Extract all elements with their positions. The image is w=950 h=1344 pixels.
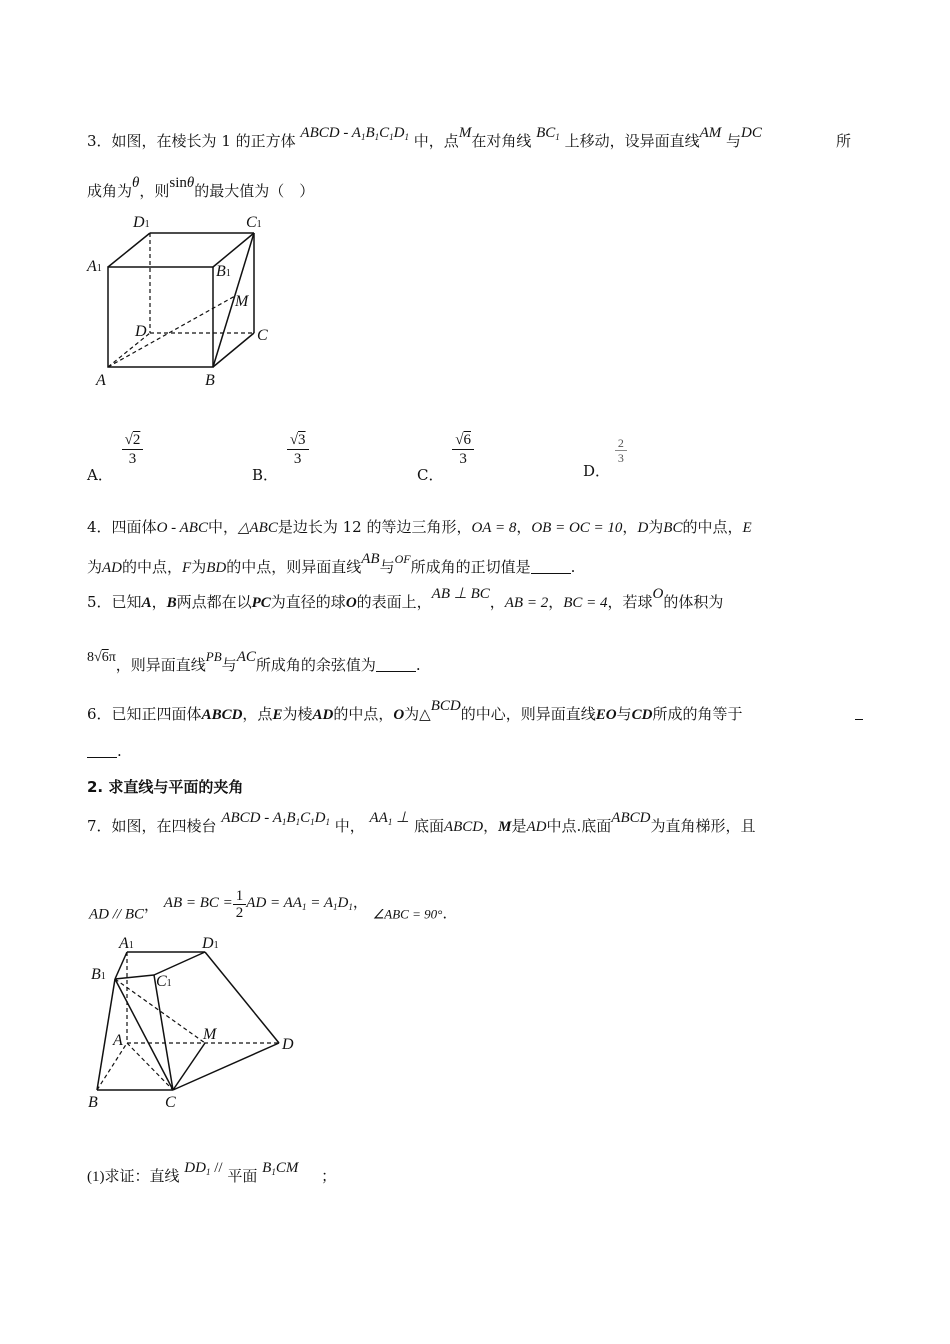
cube-figure [85,210,285,390]
q6-line2: . [87,741,122,761]
label-B: B [205,372,215,389]
label-B1: B1 [216,263,231,280]
q6-answer-blank-part1[interactable] [855,705,863,720]
label-D1: D1 [133,214,150,231]
q4-answer-blank[interactable] [531,559,571,574]
q6-line1: 6．已知正四面体ABCD，点E为棱AD的中点，O为△BCD的中心，则异面直线EO与CD所成的角等于 [87,698,743,723]
q7-part1: (1)求证：直线 $DD_1$ // 平面 $B_1CM$ ； [87,1160,337,1185]
q5-answer-blank[interactable] [376,657,416,672]
q3-line1: 3．如图，在棱长为 1 的正方体 ABCD - $A_1B_1C_1D_1$ 中，点M在对角线 $BC_1$ 上移动，设异面直线AM 与DC [87,125,762,150]
label-M: M [235,293,249,310]
label-D1: D1 [202,935,219,952]
label-A: A [96,372,106,389]
q4-line2: 为AD的中点，F为BD的中点，则异面直线AB与$^{OF}$所成角的正切值是 . [87,551,576,576]
label-A1: A1 [87,258,102,275]
q5-line2: 8√6π，则异面直线PB与AC所成角的余弦值为 . [87,649,421,674]
label-B1: B1 [91,966,106,983]
cube-name: ABCD - $A_1B_1C_1D_1$ [300,125,410,142]
q3-line2: 成角为θ，则sinθ的最大值为（ ） [87,175,315,200]
label-A: A [113,1032,123,1049]
label-M: M [203,1026,217,1043]
section-heading: 2. 求直线与平面的夹角 [87,778,244,796]
q7-line2: AD // BC， AB = BC = $\frac{1}{2}$ AD = $AA_1 = A_1D_1$， ∠ABC = 90°. [89,888,448,923]
label-D: D [135,323,147,340]
option-c[interactable]: C． $\frac{√6}{3}$ [417,431,474,468]
q6-answer-blank[interactable] [87,743,117,758]
label-C: C [257,327,268,344]
label-C: C [165,1094,176,1111]
q3-line1-end: 所 [836,132,852,150]
label-C1: C1 [246,214,262,231]
frustum-figure [85,930,315,1115]
option-d[interactable]: D． $\frac{2}{3}$ [583,436,627,465]
label-A1: A1 [119,935,134,952]
option-b[interactable]: B． $\frac{√3}{3}$ [252,431,309,468]
option-a[interactable]: A． $\frac{√2}{3}$ [87,431,143,468]
q4-line1: 4．四面体O - ABC中，△ABC是边长为 12 的等边三角形，OA = 8，OB = OC = 10，D为BC的中点，E [87,518,752,536]
label-B: B [88,1094,98,1111]
q5-line1: 5．已知A，B两点都在以PC为直径的球O的表面上，AB ⊥ BC，AB = 2，BC = 4，若球O的体积为 [87,586,724,611]
label-D: D [282,1036,294,1053]
label-C1: C1 [156,973,172,990]
q7-line1: 7．如图，在四棱台 ABCD - $A_1B_1C_1D_1$ 中， $AA_1$ ⊥ 底面ABCD，M是AD中点.底面ABCD为直角梯形，且 [87,810,756,835]
